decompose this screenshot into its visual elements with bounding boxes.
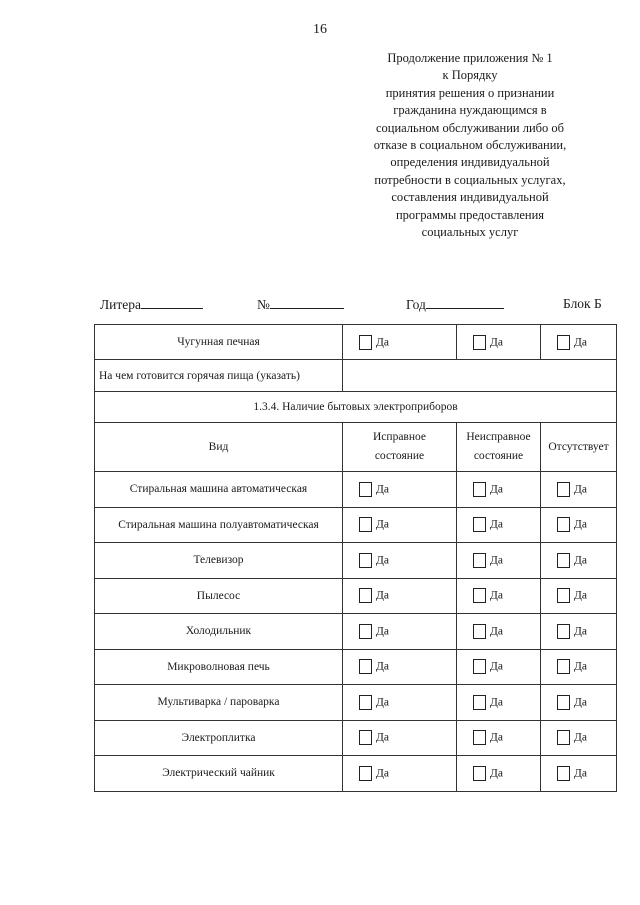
litera-field[interactable] [100,296,203,313]
checkbox[interactable] [473,335,486,350]
hot-food-label: На чем готовится горячая пища (указать) [95,360,343,392]
checkbox-label: Да [376,483,389,496]
checkbox-label: Да [490,554,503,567]
checkbox-label: Да [574,483,587,496]
appliance-broken-option[interactable] [457,472,541,508]
year-label: Год [406,297,426,312]
header-line: определения индивидуальной [390,155,550,170]
checkbox[interactable] [473,659,486,674]
checkbox[interactable] [359,624,372,639]
checkbox[interactable] [473,695,486,710]
col-header-type: Вид [95,423,343,472]
checkbox-label: Да [574,731,587,744]
checkbox-label: Да [490,625,503,638]
checkbox[interactable] [473,588,486,603]
checkbox-label: Да [490,660,503,673]
appliance-row [95,756,617,792]
appliance-name: Пылесос [95,578,343,614]
appliance-broken-option[interactable] [457,507,541,543]
checkbox[interactable] [473,517,486,532]
checkbox[interactable] [473,730,486,745]
checkbox[interactable] [359,659,372,674]
checkbox-label: Да [376,336,389,348]
checkbox[interactable] [557,335,570,350]
appliance-rows [95,472,617,792]
appliance-absent-option[interactable] [541,507,617,543]
checkbox[interactable] [557,659,570,674]
checkbox[interactable] [557,766,570,781]
checkbox[interactable] [359,730,372,745]
number-blank[interactable] [270,296,344,309]
appliance-broken-option[interactable] [457,720,541,756]
appliance-name: Электроплитка [95,720,343,756]
appliance-name: Холодильник [95,614,343,650]
stove-row [95,325,617,360]
col-header-working-line: состояние [374,450,425,462]
header-line: программы предоставления [395,207,545,222]
appliance-working-option[interactable] [343,756,457,792]
checkbox[interactable] [557,588,570,603]
appliance-row [95,472,617,508]
checkbox-label: Да [574,767,587,780]
appliance-name: Электрический чайник [95,756,343,792]
appliance-broken-option[interactable] [457,685,541,721]
checkbox[interactable] [359,553,372,568]
col-header-working [343,423,457,472]
stove-option-2[interactable] [457,325,541,360]
checkbox-label: Да [574,589,587,602]
section-title: 1.3.4. Наличие бытовых электроприборов [95,392,617,423]
stove-option-3[interactable] [541,325,617,360]
col-header-broken-line: состояние [473,450,524,462]
appliance-absent-option[interactable] [541,685,617,721]
checkbox-label: Да [574,554,587,567]
appliance-absent-option[interactable] [541,614,617,650]
checkbox[interactable] [359,695,372,710]
checkbox-label: Да [490,589,503,602]
checkbox-label: Да [376,625,389,638]
checkbox[interactable] [359,482,372,497]
column-header-row [95,423,617,472]
checkbox-label: Да [376,660,389,673]
checkbox[interactable] [473,482,486,497]
checkbox-label: Да [376,518,389,531]
appliance-broken-option[interactable] [457,649,541,685]
header-line: к Порядку [442,68,498,83]
block-label: Блок Б [563,296,602,311]
hot-food-answer[interactable] [343,360,617,392]
checkbox-label: Да [490,518,503,531]
checkbox-label: Да [490,731,503,744]
checkbox[interactable] [359,588,372,603]
appliance-absent-option[interactable] [541,543,617,579]
number-label: № [257,297,270,312]
checkbox-label: Да [376,696,389,709]
appliance-row [95,578,617,614]
appliance-working-option[interactable] [343,649,457,685]
appliance-row [95,614,617,650]
appliance-broken-option[interactable] [457,756,541,792]
col-header-absent: Отсутствует [541,423,617,472]
year-field[interactable] [406,296,504,313]
appliance-working-option[interactable] [343,543,457,579]
checkbox[interactable] [359,335,372,350]
checkbox[interactable] [557,695,570,710]
appliance-name: Телевизор [95,543,343,579]
checkbox-label: Да [376,589,389,602]
appliance-absent-option[interactable] [541,720,617,756]
appliance-row [95,507,617,543]
appliance-working-option[interactable] [343,507,457,543]
form-meta-line [0,296,640,314]
appliance-name: Мультиварка / пароварка [95,685,343,721]
header-line: составления индивидуальной [391,190,549,205]
appliance-working-option[interactable] [343,472,457,508]
appliance-row [95,649,617,685]
appliances-table [94,324,617,792]
header-line: отказе в социальном обслуживании, [373,138,567,153]
page-number: 16 [313,22,327,37]
header-line: гражданина нуждающимся в [393,103,547,118]
stove-label: Чугунная печная [95,325,343,360]
checkbox-label: Да [490,696,503,709]
appliance-name: Микроволновая печь [95,649,343,685]
appliance-name: Стиральная машина полуавтоматическая [95,507,343,543]
checkbox-label: Да [490,336,503,348]
header-line: социальном обслуживании либо об [375,120,565,135]
appendix-header [330,50,610,241]
appliance-working-option[interactable] [343,685,457,721]
appliance-name: Стиральная машина автоматическая [95,472,343,508]
litera-blank[interactable] [141,296,203,309]
header-line: потребности в социальных услугах, [374,172,566,187]
appliance-working-option[interactable] [343,578,457,614]
col-header-broken-line: Неисправное [466,431,531,443]
checkbox[interactable] [557,553,570,568]
appliance-absent-option[interactable] [541,649,617,685]
checkbox-label: Да [574,696,587,709]
checkbox-label: Да [490,483,503,496]
checkbox[interactable] [557,517,570,532]
checkbox[interactable] [557,624,570,639]
checkbox[interactable] [473,624,486,639]
checkbox-label: Да [574,660,587,673]
col-header-working-line: Исправное [373,431,426,443]
checkbox[interactable] [359,517,372,532]
year-blank[interactable] [426,296,504,309]
appliance-broken-option[interactable] [457,543,541,579]
checkbox-label: Да [490,767,503,780]
checkbox[interactable] [473,553,486,568]
checkbox[interactable] [557,482,570,497]
checkbox-label: Да [574,625,587,638]
appliance-broken-option[interactable] [457,578,541,614]
checkbox-label: Да [376,731,389,744]
checkbox-label: Да [574,518,587,531]
header-line: социальных услуг [421,225,519,240]
appliance-row [95,720,617,756]
checkbox-label: Да [376,554,389,567]
checkbox[interactable] [473,766,486,781]
section-title-row [95,392,617,423]
appliance-absent-option[interactable] [541,756,617,792]
checkbox[interactable] [557,730,570,745]
stove-option-1[interactable] [343,325,457,360]
checkbox[interactable] [359,766,372,781]
appliance-row [95,685,617,721]
checkbox-label: Да [376,767,389,780]
appliance-absent-option[interactable] [541,472,617,508]
appliance-working-option[interactable] [343,720,457,756]
col-header-broken [457,423,541,472]
appliance-broken-option[interactable] [457,614,541,650]
appliance-absent-option[interactable] [541,578,617,614]
appliance-row [95,543,617,579]
appliance-working-option[interactable] [343,614,457,650]
checkbox-label: Да [574,336,587,348]
number-field[interactable] [257,296,344,313]
header-line: Продолжение приложения № 1 [387,51,553,65]
litera-label: Литера [100,297,142,312]
hot-food-row [95,360,617,392]
header-line: принятия решения о признании [385,85,555,100]
